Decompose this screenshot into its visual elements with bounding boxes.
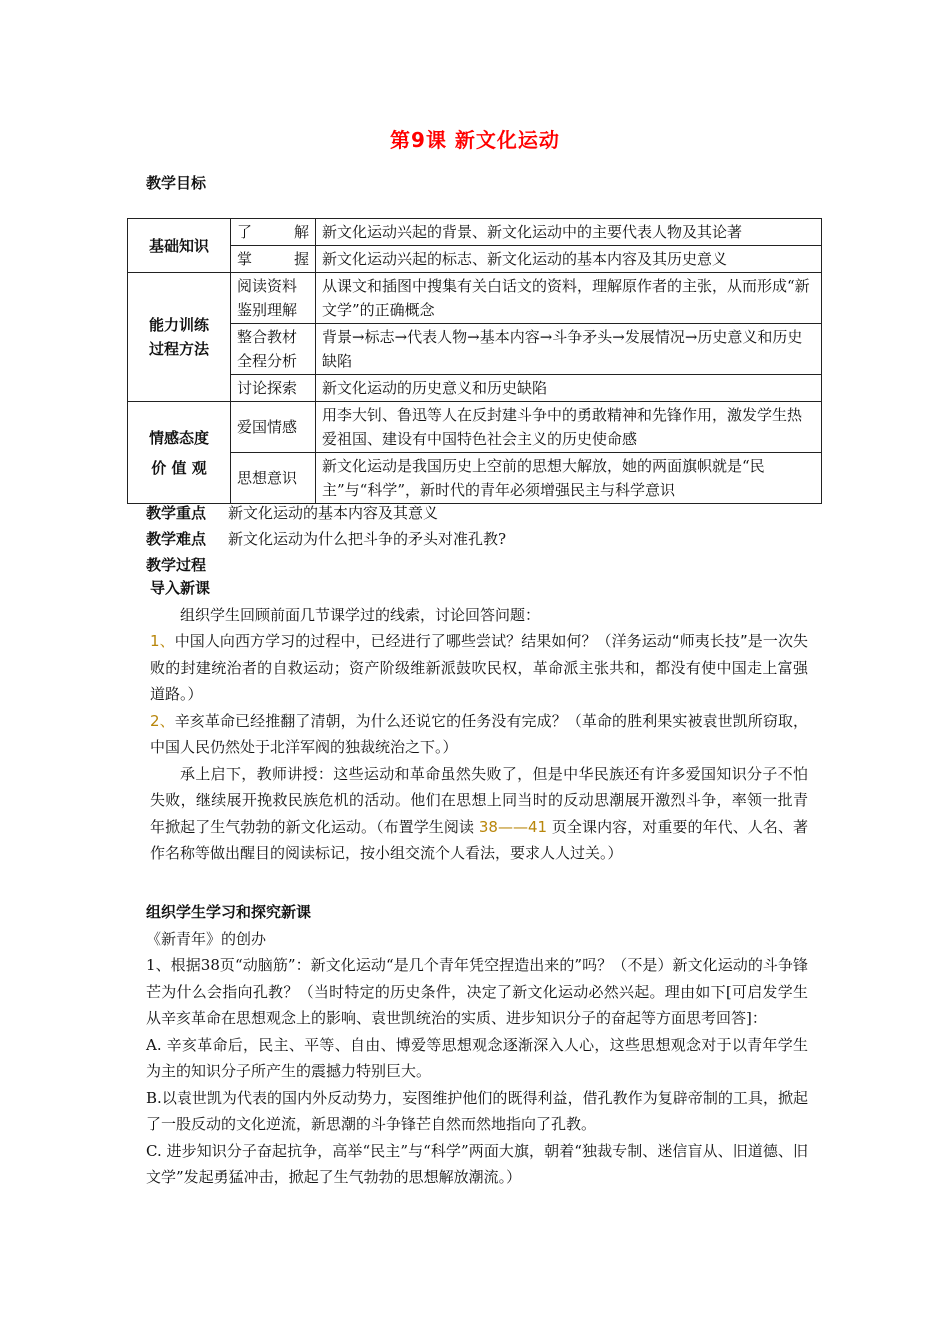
- sub-cell: 阅读资料 鉴别理解: [231, 273, 316, 324]
- content-cell: 背景→标志→代表人物→基本内容→斗争矛头→发展情况→历史意义和历史缺陷: [316, 324, 822, 375]
- key-point-row: [146, 502, 439, 523]
- table-row: [128, 453, 822, 504]
- sub-cell: 整合教材 全程分析: [231, 324, 316, 375]
- new-lesson-subheading: 《新青年》的创办: [146, 929, 267, 948]
- question-text: 中国人向西方学习的过程中，已经进行了哪些尝试？结果如何？（洋务运动“师夷长技”是一次失败的封建统治者的自救运动；资产阶级维新派鼓吹民权，革命派主张共和，都没有使中国走上富强道路。）: [150, 632, 809, 703]
- transition-paragraph: [150, 761, 808, 867]
- page-range: 38——41: [478, 817, 548, 836]
- sub-cell: 思想意识: [231, 453, 316, 504]
- table-row: [128, 402, 822, 453]
- new-lesson-section: [146, 899, 808, 1191]
- content-cell: 新文化运动是我国历史上空前的思想大解放，她的两面旗帜就是“民主”与“科学”，新时代的青年必须增强民主与科学意识: [316, 453, 822, 504]
- key-point-value: 新文化运动的基本内容及其意义: [228, 504, 439, 522]
- sub-cell: 掌 握: [231, 246, 316, 273]
- content-cell: 新文化运动兴起的背景、新文化运动中的主要代表人物及其论著: [316, 219, 822, 246]
- content-cell: 新文化运动兴起的标志、新文化运动的基本内容及其历史意义: [316, 246, 822, 273]
- question-number: 2、: [150, 711, 175, 730]
- question-text: 辛亥革命已经推翻了清朝，为什么还说它的任务没有完成？（革命的胜利果实被袁世凯所窃取，中国人民仍然处于北洋军阀的独裁统治之下。）: [150, 711, 809, 756]
- key-point-label: 教学重点: [146, 504, 207, 522]
- process-heading: 教学过程: [146, 556, 207, 574]
- category-line: 过程方法: [148, 340, 209, 358]
- intro-lead: 组织学生回顾前面几节课学过的线索，讨论回答问题：: [180, 605, 541, 624]
- item-b: B.以袁世凯为代表的国内外反动势力，妄图维护他们的既得利益，借孔教作为复辟帝制的工具，掀起了一股反动的文化逆流，新思潮的斗争锋芒自然而然地指向了孔教。: [146, 1088, 808, 1133]
- new-lesson-heading: 组织学生学习和探究新课: [146, 903, 312, 921]
- item-a: A. 辛亥革命后，民主、平等、自由、博爱等思想观念逐渐深入人心，这些思想观念对于以青年学生为主的知识分子所产生的震撼力特别巨大。: [146, 1035, 808, 1080]
- goals-table: [127, 218, 822, 504]
- category-cell: [128, 402, 231, 504]
- difficulty-label: 教学难点: [146, 530, 207, 548]
- question-1: [150, 628, 808, 708]
- category-cell: [128, 273, 231, 402]
- table-row: [128, 219, 822, 246]
- difficulty-value: 新文化运动为什么把斗争的矛头对准孔教?: [228, 530, 507, 548]
- item-c: C. 进步知识分子奋起抗争，高举“民主”与“科学”两面大旗，朝着“独裁专制、迷信盲从、旧道德、旧文学”发起勇猛冲击，掀起了生气勃勃的思想解放潮流。）: [146, 1141, 808, 1186]
- category-line: 价 值 观: [151, 458, 207, 477]
- table-row: [128, 246, 822, 273]
- question-2: [150, 708, 808, 761]
- table-row: [128, 324, 822, 375]
- sub-cell: 了 解: [231, 219, 316, 246]
- content-cell: 用李大钊、鲁迅等人在反封建斗争中的勇敢精神和先锋作用，激发学生热爱祖国、建设有中国特色社会主义的历史使命感: [316, 402, 822, 453]
- table-row: [128, 273, 822, 324]
- table-row: [128, 375, 822, 402]
- intro-section: [150, 575, 808, 867]
- paragraph: 1、根据38页“动脑筋”：新文化运动“是几个青年凭空捏造出来的”吗？（不是）新文化运动的斗争锋芒为什么会指向孔教？（当时特定的历史条件，决定了新文化运动必然兴起。理由如下[可启发学生从辛亥革命在思想观念上的影响、袁世凯统治的实质、进步知识分子的奋起等方面思考回答]：: [146, 956, 808, 1027]
- content-cell: 从课文和插图中搜集有关白话文的资料，理解原作者的主张，从而形成“新文学”的正确概念: [316, 273, 822, 324]
- category-cell: 基础知识: [128, 219, 231, 273]
- category-line: 情感态度: [148, 428, 209, 447]
- transition-text: 页全课内容，对重要的年代、人名、著作名称等做出醒目的阅读标记，按小组交流个人看法，要求人人过关。）: [150, 817, 808, 862]
- page-title: 第9课 新文化运动: [390, 128, 560, 152]
- content-cell: 新文化运动的历史意义和历史缺陷: [316, 375, 822, 402]
- question-number: 1、: [150, 632, 175, 650]
- transition-text: 承上启下，教师讲授：这些运动和革命虽然失败了，但是中华民族还有许多爱国知识分子不怕失败，继续展开挽救民族危机的活动。他们在思想上同当时的反动思潮展开激烈斗争，率领一批青年掀起了生气勃勃的新文化运动。（布置学生阅读: [150, 764, 808, 836]
- category-line: 能力训练: [148, 316, 209, 334]
- sub-cell: 爱国情感: [231, 402, 316, 453]
- intro-heading: 导入新课: [150, 579, 211, 597]
- sub-cell: 讨论探索: [231, 375, 316, 402]
- difficulty-row: [146, 528, 507, 549]
- goals-heading: 教学目标: [146, 174, 207, 192]
